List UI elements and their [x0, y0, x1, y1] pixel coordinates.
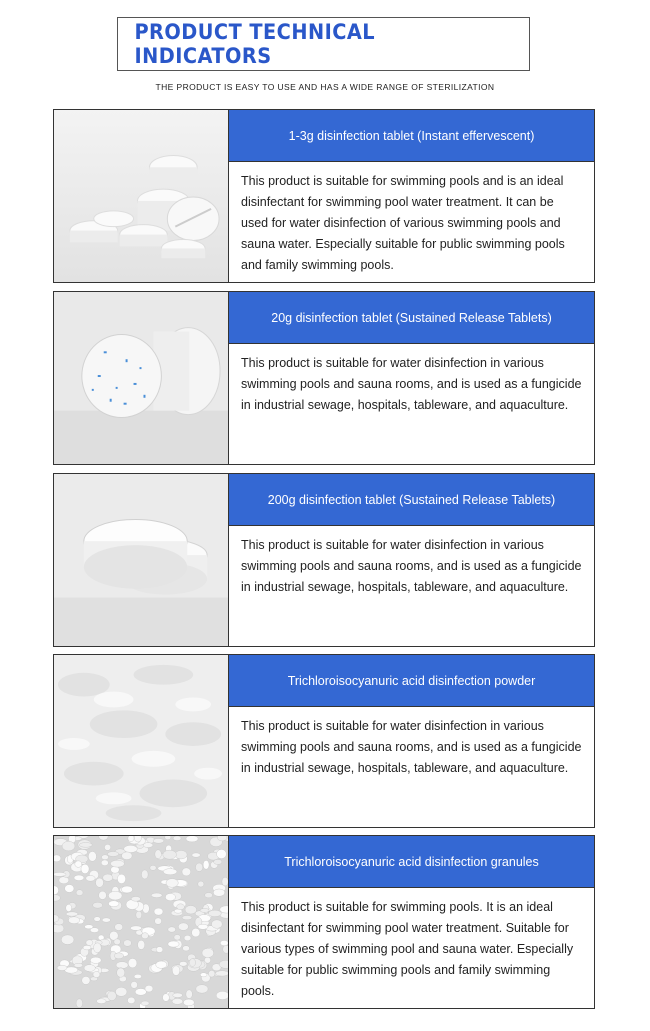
product-name: 200g disinfection tablet (Sustained Release Tablets) [229, 474, 594, 526]
tablets-illustration [54, 292, 228, 464]
product-card [53, 473, 595, 647]
powder-illustration [54, 655, 228, 827]
tablets-illustration [54, 474, 228, 646]
page-title: PRODUCT TECHNICAL INDICATORS [134, 20, 376, 68]
product-description: This product is suitable for water disinfection in various swimming pools and sauna rooms, and is used as a fungicide in industrial sewage, hospitals, tableware, and aquaculture. [241, 719, 582, 775]
granules-illustration [54, 836, 228, 1008]
product-image-small-tablets [54, 110, 229, 282]
product-image-powder [54, 655, 229, 827]
product-image-blue-speckled-tablets [54, 292, 229, 464]
product-card [53, 835, 595, 1009]
product-name: 20g disinfection tablet (Sustained Release Tablets) [229, 292, 594, 344]
product-description: This product is suitable for water disinfection in various swimming pools and sauna rooms, and is used as a fungicide in industrial sewage, hospitals, tableware, and aquaculture. [241, 356, 582, 412]
page-subtitle: THE PRODUCT IS EASY TO USE AND HAS A WIDE RANGE OF STERILIZATION [155, 82, 495, 92]
product-image-granules [54, 836, 229, 1008]
product-description: This product is suitable for swimming pools and is an ideal disinfectant for swimming pool water treatment. It can be used for water disinfection of various swimming pools and sauna water. Especially suitable for public swimming pools and family swimming pools. [241, 174, 565, 272]
product-description: This product is suitable for swimming pools. It is an ideal disinfectant for swimming pool water treatment. Suitable for various types of swimming pool and sauna water. Especially suitable for public swimming pools and family swimming pools. [241, 900, 574, 998]
product-card [53, 109, 595, 283]
product-name: Trichloroisocyanuric acid disinfection powder [229, 655, 594, 707]
title-box [117, 17, 530, 71]
product-card [53, 654, 595, 828]
tablets-illustration [54, 110, 228, 282]
product-name: Trichloroisocyanuric acid disinfection granules [229, 836, 594, 888]
product-card [53, 291, 595, 465]
product-name: 1-3g disinfection tablet (Instant effervescent) [229, 110, 594, 162]
product-image-large-tablets [54, 474, 229, 646]
product-description: This product is suitable for water disinfection in various swimming pools and sauna rooms, and is used as a fungicide in industrial sewage, hospitals, tableware, and aquaculture. [241, 538, 582, 594]
